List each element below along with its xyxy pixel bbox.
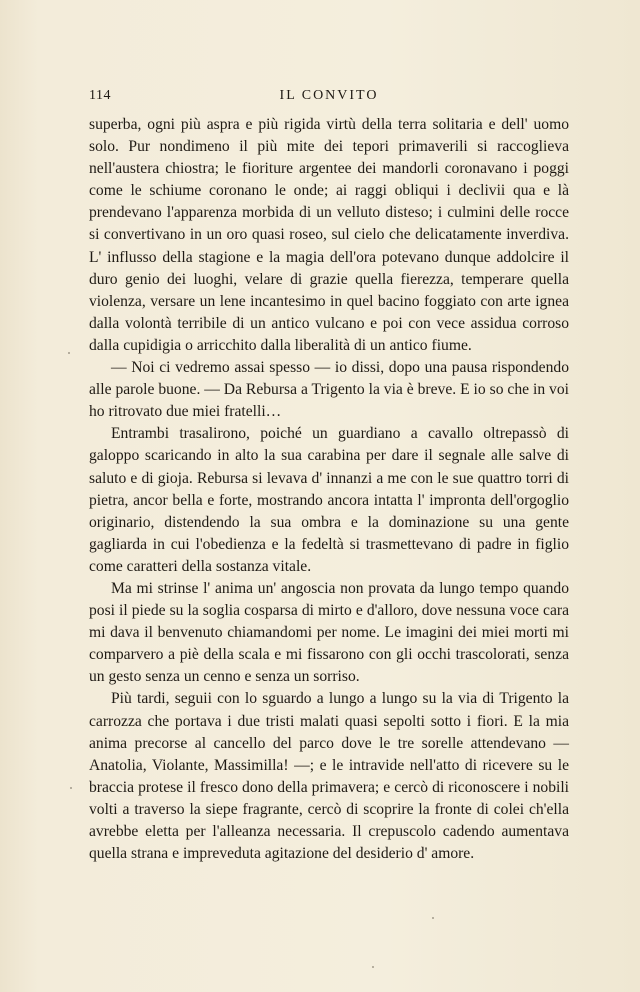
paper-speck <box>372 966 374 968</box>
body-text <box>89 114 569 865</box>
running-title: IL CONVITO <box>279 88 379 103</box>
page-number: 114 <box>89 88 111 103</box>
paragraph-continued: superba, ogni più aspra e più rigida virtù della terra solitaria e dell' uomo solo. Pur nondimeno il più mite dei tepori primaverili si raccoglieva nell'austera chiostra; le fioriture argentee dei mandorli coronavano i poggi come le schiume coronano le onde; ai raggi obliqui i declivii qua e là prendevano l'apparenza morbida di un velluto disteso; i culmini delle rocce si convertivano in un oro quasi roseo, sul cielo che delicatamente inverdiva. L' influsso della stagione e la magia dell'ora potevano dunque addolcire il duro genio dei luoghi, velare di grazie quella fierezza, temperare quella violenza, versare un lene incantesimo in quel bacino foggiato con arte ignea dalla volontà terribile di un antico vulcano e poi con vece assidua corroso dalla cupidigia o arricchito dalla liberalità di un antico fiume. <box>89 116 569 354</box>
paragraph: — Noi ci vedremo assai spesso — io dissi, dopo una pausa rispondendo alle parole buone. — Da Rebursa a Trigento la via è breve. E io so che in voi ho ritrovato due miei fratelli… <box>89 359 569 421</box>
paper-speck <box>432 917 434 919</box>
paragraph: Più tardi, seguii con lo sguardo a lungo a lungo su la via di Trigento la carrozza che portava i due tristi malati quasi sepolti sotto i fiori. E la mia anima precorse al cancello del parco dove le tre sorelle attendevano — Anatolia, Violante, Massimilla! —; e le intravide nell'atto di ricevere su le braccia protese il fresco dono della primavera; e cercò di riconoscere i nobili volti a traverso la siepe fragrante, cercò di scoprire la fronte di colei ch'ella avrebbe eletta per l'alleanza necessaria. Il crepuscolo cadendo aumentava quella strana e impreveduta agitazione del desiderio d' amore. <box>89 690 569 863</box>
paragraph: Entrambi trasalirono, poiché un guardiano a cavallo oltrepassò di galoppo scaricando in alto la sua carabina per dare il segnale alle salve di saluto e di gioja. Rebursa si levava d' innanzi a me con le sue quattro torri di pietra, ancor bella e forte, mostrando ancora intatta l' impronta dell'orgoglio originario, distendendo la sua ombra e la dominazione su una gente gagliarda in cui l'obedienza e la fedeltà si trasmettevano di padre in figlio come caratteri della sostanza vitale. <box>89 425 569 575</box>
paper-speck <box>68 352 70 354</box>
paper-speck <box>70 787 72 789</box>
paragraph: Ma mi strinse l' anima un' angoscia non provata da lungo tempo quando posi il piede su la soglia cosparsa di mirto e d'alloro, dove nessuna voce cara mi dava il benvenuto chiamandomi per nome. Le imagini dei miei morti mi comparvero a piè della scala e mi fissarono con gli occhi trascolorati, senza un gesto senza un cenno e senza un sorriso. <box>89 579 569 686</box>
running-head <box>89 88 569 108</box>
